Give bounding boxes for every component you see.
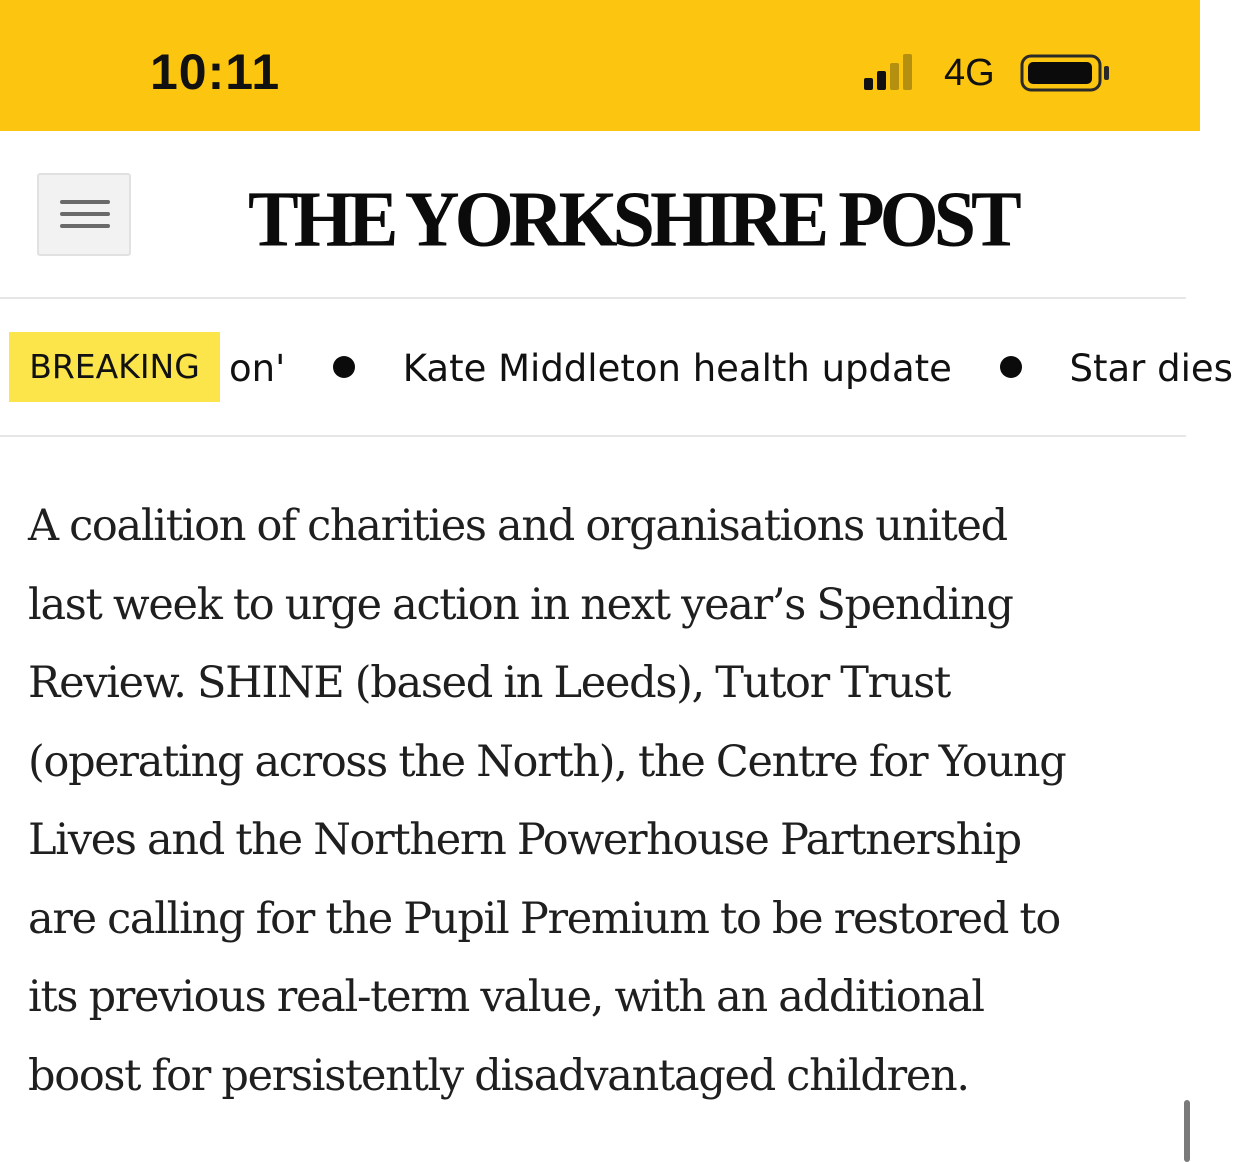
cellular-signal-icon	[864, 54, 926, 90]
status-bar	[0, 0, 1200, 131]
article-line: (operating across the North), the Centre for Young	[28, 736, 1066, 787]
hamburger-menu-icon-bar	[60, 212, 110, 216]
menu-button[interactable]	[37, 173, 131, 256]
article-line: its previous real-term value, with an additional	[28, 972, 984, 1022]
breaking-news-ticker	[0, 299, 1233, 435]
article-line: Lives and the Northern Powerhouse Partnership	[28, 815, 1021, 865]
ticker-divider	[0, 435, 1186, 437]
status-time: 10:11	[150, 44, 281, 100]
site-header	[0, 131, 1200, 298]
article-paragraph	[28, 487, 1178, 1115]
breaking-badge: BREAKING	[9, 332, 220, 402]
ticker-item[interactable]: Star dies	[1069, 346, 1233, 390]
bullet-dot-icon	[333, 356, 355, 378]
article-line: boost for persistently disadvantaged children.	[28, 1050, 969, 1101]
scrollbar-thumb[interactable]	[1184, 1100, 1190, 1162]
battery-icon	[1020, 54, 1112, 92]
network-type: 4G	[944, 52, 995, 94]
hamburger-menu-icon	[60, 200, 110, 204]
article-line: A coalition of charities and organisations united	[28, 501, 1007, 551]
article-line: Review. SHINE (based in Leeds), Tutor Trust	[28, 658, 951, 708]
ticker-track	[229, 345, 1233, 391]
site-logo[interactable]: THE YORKSHIRE POST	[248, 175, 1017, 264]
article-line: last week to urge action in next year’s Spending	[28, 579, 1013, 630]
article-line: are calling for the Pupil Premium to be restored to	[28, 893, 1060, 944]
bullet-dot-icon	[1000, 356, 1022, 378]
hamburger-menu-icon-bar	[60, 224, 110, 228]
ticker-item[interactable]: on'	[229, 346, 286, 390]
ticker-item[interactable]: Kate Middleton health update	[402, 346, 952, 390]
